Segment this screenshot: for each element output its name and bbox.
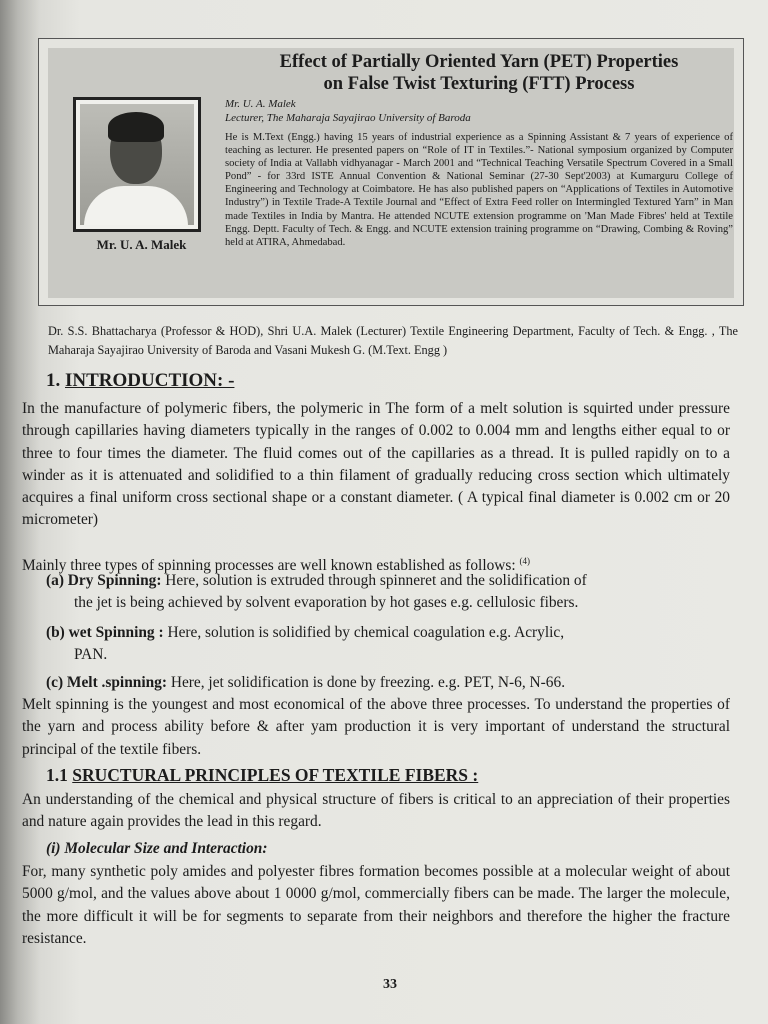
author-info: [225, 97, 471, 125]
affiliation-line: Dr. S.S. Bhattacharya (Professor & HOD), Shri U.A. Malek (Lecturer) Textile Engineering Department, Faculty of Tech. & Engg. , The Maharaja Sayajirao University of Baroda and Vasani Mukesh G. (M.Text. Engg ): [48, 324, 738, 357]
list-item-label: (c) Melt .spinning:: [46, 674, 167, 691]
photo-caption: Mr. U. A. Malek: [96, 237, 187, 252]
section-heading-introduction: [46, 370, 234, 392]
section-number: 1.1: [46, 765, 68, 785]
section-number: 1.: [46, 370, 61, 391]
author-position: Lecturer, The Maharaja Sayajirao University of Baroda: [225, 112, 471, 124]
list-item-text: Here, jet solidification is done by freezing. e.g. PET, N-6, N-66.: [166, 674, 566, 691]
article-title: [219, 51, 739, 95]
author-bio: He is M.Text (Engg.) having 15 years of industrial experience as a Spinning Assistant & 7 years of experience of teaching as lecturer. He presented papers on “Role of IT in Textiles.”- National symposium organized by Computer society of India at Vallabh vidhyanagar - March 2001 and “Technical Teaching Versatile Spectrum Covered in a Small Pond” - for 33rd ISTE Annual Convention & National Seminar (27-30 Sept'2003) at Kumarguru College of Engineering and Technology at Coimbatore. He has also published papers on “Applications of Textiles in Automotive Industry”) in Textile Trade-A Textile Journal and “Effect of Extra Feed roller on Intermingled Textured Yarn” in Man made Textiles in India by Mantra. He attended NCUTE extension programme on 'Man Made Fibres' held at Textile Engg. Deptt. Faculty of Tech. & Engg. and NCUTE extension training programme on “Drawing, Combing & Roving” held at ATIRA, Ahmedabad.: [225, 132, 733, 248]
page-number: 33: [383, 977, 397, 992]
author-photo: [80, 104, 194, 225]
list-item-label: (b) wet Spinning :: [46, 624, 164, 641]
structural-paragraph-2: For, many synthetic poly amides and polyester fibres formation becomes possible at a molecular weight of about 5000 g/mol, and the values above about 1 0000 g/mol, commercially fibers can be made. The larger the molecule, the more difficult it will be for segments to separate from their neighbors and therefore the higher the fracture resistance.: [22, 863, 730, 947]
list-item-continuation: the jet is being achieved by solvent evaporation by hot gases e.g. cellulosic fibers.: [74, 594, 579, 612]
list-item-label: (a) Dry Spinning:: [46, 572, 162, 589]
list-item-text: Here, solution is solidified by chemical coagulation e.g. Acrylic,: [163, 624, 565, 641]
title-line-1: Effect of Partially Oriented Yarn (PET) Properties: [279, 52, 679, 72]
section-title: SRUCTURAL PRINCIPLES OF TEXTILE FIBERS :: [72, 765, 479, 785]
intro-paragraph-2-text: Mainly three types of spinning processes are well known established as follows:: [22, 557, 516, 575]
list-item-melt-spinning: [46, 672, 730, 694]
intro-paragraph-3: Melt spinning is the youngest and most economical of the above three processes. To understand the properties of the yarn and process ability before & after yam production it is very important of understand the structural principal of the textile fibers.: [22, 696, 730, 758]
author-photo-frame: [73, 97, 201, 232]
section-heading-structural-principles: [46, 765, 478, 786]
reference-mark: (4): [519, 556, 531, 566]
structural-paragraph-1: An understanding of the chemical and physical structure of fibers is critical to an appreciation of their properties and nature again provides the lead in this regard.: [22, 791, 730, 831]
list-item-wet-spinning: [46, 622, 730, 667]
list-item-continuation: PAN.: [74, 646, 108, 664]
subheading-molecular-size: (i) Molecular Size and Interaction:: [46, 840, 268, 857]
list-item-text: Here, solution is extruded through spinneret and the solidification of: [161, 572, 587, 589]
author-header-box: [38, 38, 744, 306]
section-title: INTRODUCTION: -: [65, 370, 235, 391]
author-name: Mr. U. A. Malek: [225, 98, 296, 110]
intro-paragraph-1: In the manufacture of polymeric fibers, the polymeric in The form of a melt solution is squirted under pressure through capillaries having diameters typically in the ranges of 0.002 to 0.004 mm and lengths either equal to or three to four times the diameter. The fluid comes out of the capillaries as a thread. It is pulled rapidly on to a winder as it is attenuated and solidified to a thin filament of gradually reducing cross section which ultimately acquires a final uniform cross sectional shape or a constant diameter. ( A typical final diameter is 0.002 cm or 20 micrometer): [22, 400, 730, 529]
title-line-2: on False Twist Texturing (FTT) Process: [323, 74, 635, 94]
list-item-dry-spinning: [46, 570, 730, 615]
